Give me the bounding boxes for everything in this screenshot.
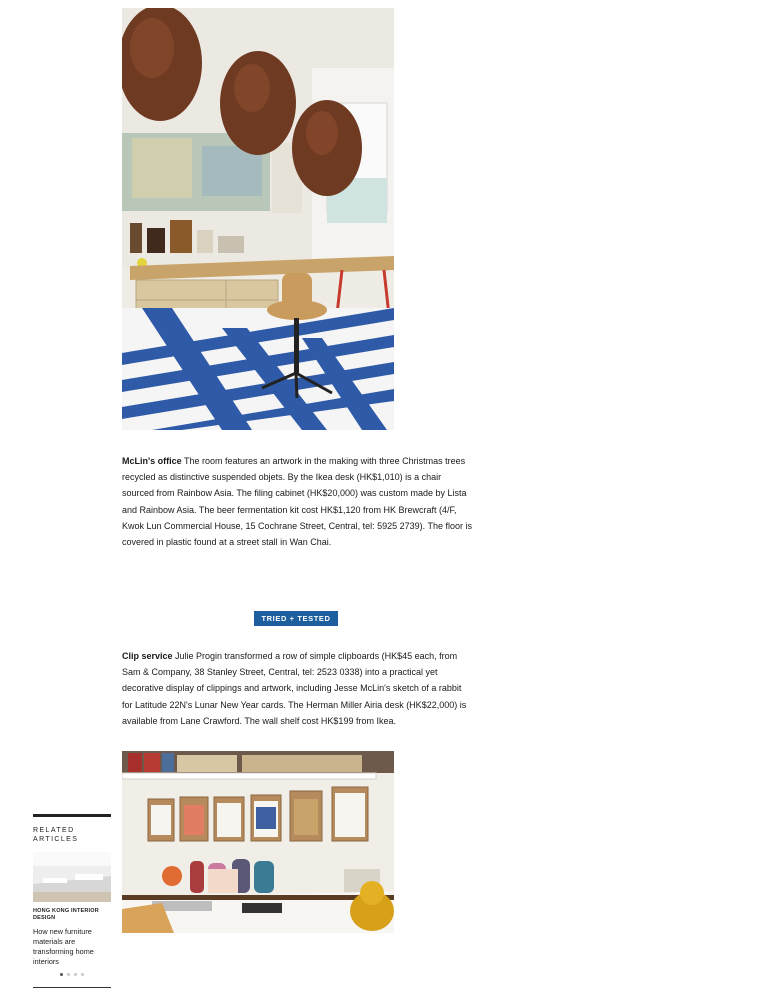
office-caption xyxy=(122,453,472,550)
office-photo xyxy=(122,8,394,430)
related-top-rule xyxy=(33,814,111,817)
related-thumbnail-image xyxy=(33,852,111,902)
clipboard-photo-illustration xyxy=(122,751,394,933)
related-pagination xyxy=(33,971,111,979)
pagination-dot-2[interactable] xyxy=(67,973,70,976)
pagination-dot-1[interactable] xyxy=(60,973,63,976)
pagination-dot-3[interactable] xyxy=(74,973,77,976)
pagination-dot-4[interactable] xyxy=(81,973,84,976)
office-caption-lead: McLin's office xyxy=(122,456,182,466)
related-article-headline[interactable]: How new furniture materials are transforming home interiors xyxy=(33,927,94,966)
clip-caption-lead: Clip service xyxy=(122,651,173,661)
clipboard-photo xyxy=(122,751,394,933)
clip-caption xyxy=(122,648,472,729)
office-caption-text: The room features an artwork in the making with three Christmas trees recycled as distinctive suspended objets. By the Ikea desk (HK$1,010) is a chair sourced from Rainbow Asia. The filing cabinet (HK$20,000) was custom made by Lista and Rainbow Asia. The beer fermentation kit cost HK$1,120 from HK Brewcraft (4/F, Kwok Lun Commercial House, 15 Cochrane Street, Central, tel: 5925 2739). The floor is covered in plastic found at a street stall in Wan Chai. xyxy=(122,456,473,548)
related-articles xyxy=(33,814,111,988)
tried-tested-badge: TRIED + TESTED xyxy=(254,611,338,626)
related-article-category[interactable]: HONG KONG INTERIOR DESIGN xyxy=(33,908,99,921)
clip-caption-text: Julie Progin transformed a row of simple clipboards (HK$45 each, from Sam & Company, 38 Stanley Street, Central, tel: 2523 0338) into a practical yet decorative display of clippings and artwork, including Jesse McLin's sketch of a rabbit for Latitude 22N's Lunar New Year cards. The Herman Miller Airia desk (HK$22,000) is available from Lane Crawford. The wall shelf cost HK$199 from Ikea. xyxy=(122,651,467,726)
related-title xyxy=(33,826,111,844)
related-title-line1: RELATED xyxy=(33,827,75,834)
office-photo-illustration xyxy=(122,8,394,430)
related-title-line2: ARTICLES xyxy=(33,836,79,843)
related-bottom-rule xyxy=(33,987,111,988)
related-article-thumbnail[interactable] xyxy=(33,852,111,902)
